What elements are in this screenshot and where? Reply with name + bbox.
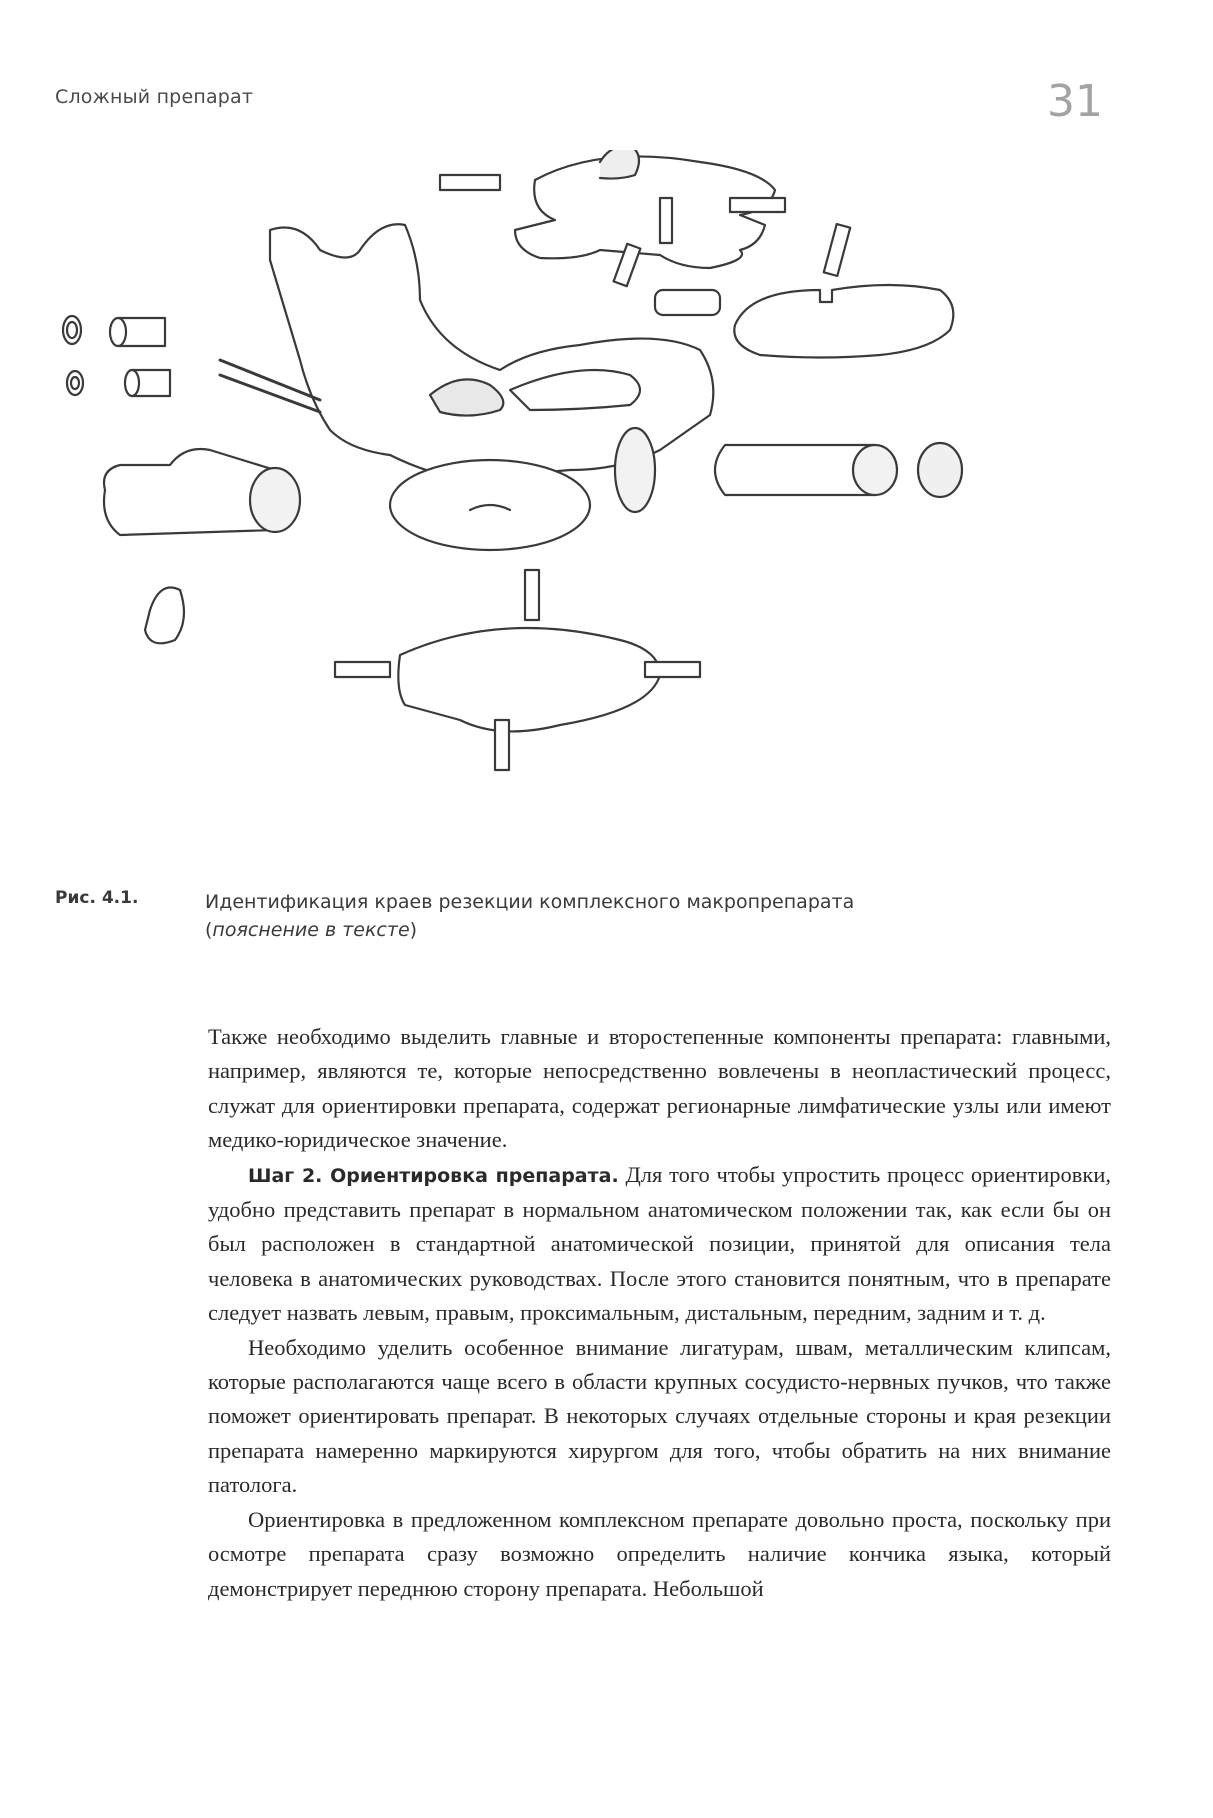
caption-note: пояснение в тексте [212,919,410,941]
paragraph-2-text: Для того чтобы упростить процесс ориентировки, удобно представить препарат в нормальном анатомическом положении так, как если бы он был расположен в стандартной анатомической позиции, принятой для описания тела человека в анатомических руководствах. После этого становится понятным, что в препарате следует назвать левым, правым, проксимальным, дистальным, передним, задним и т. д. [208,1161,1112,1326]
page-number: 31 [1047,76,1103,127]
figure-illustration [60,150,1120,870]
left-cylinder-margin [104,449,300,643]
paragraph-3: Необходимо уделить особенное внимание лигатурам, швам, металлическим клипсам, которые располагаются чаще всего в области крупных сосудисто-нервных пучков, что также поможет ориентировать препарат. В некоторых случаях отдельные стороны и края резекции препарата намеренно маркируются хирургом для того, чтобы обратить на них внимание патолога. [208,1334,1111,1498]
paragraph-2 [208,1158,1111,1331]
paragraph-4: Ориентировка в предложенном комплексном препарате довольно проста, поскольку при осмотре препарата сразу возможно определить наличие кончика языка, который демонстрирует переднюю сторону препарата. Небольшой [208,1506,1111,1601]
right-margin-slice [734,285,953,358]
bottom-margin-slice [335,570,700,770]
paragraph-1: Также необходимо выделить главные и второстепенные компоненты препарата: главными, например, являются те, которые непосредственно вовлечены в неопластический процесс, служат для ориентировки препарата, содержат регионарные лимфатические узлы или имеют медико-юридическое значение. [208,1024,1111,1153]
running-title: Сложный препарат [55,86,254,108]
vessel-cross-sections [63,316,170,396]
figure-caption-text: Идентификация краев резекции комплексного макропрепарата (пояснение в тексте) [205,891,855,941]
right-cylinder-margin [715,443,962,497]
caption-main: Идентификация краев резекции комплексного макропрепарата [205,891,855,913]
body-text [208,1020,1111,1606]
step-2-heading: Шаг 2. Ориентировка препарата. [248,1164,619,1187]
top-margin-slice [440,150,785,268]
figure-label: Рис. 4.1. [55,888,139,908]
